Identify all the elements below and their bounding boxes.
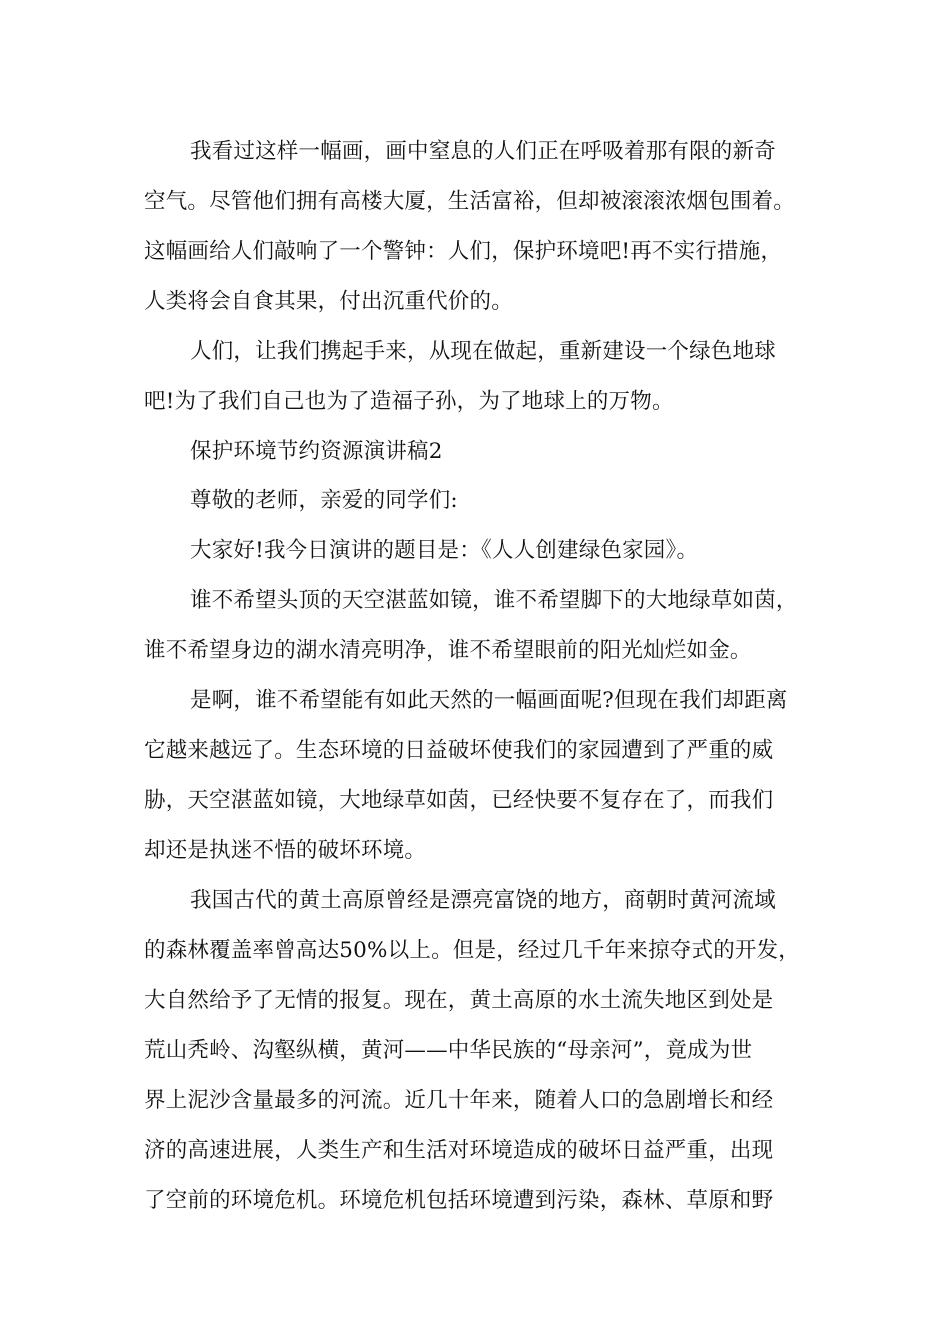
text-line: 我国古代的黄土高原曾经是漂亮富饶的地方，商朝时黄河流域: [190, 888, 776, 913]
salutation: 尊敬的老师，亲爱的同学们:: [190, 488, 458, 513]
text-line: 我看过这样一幅画，画中窒息的人们正在呼吸着那有限的新奇: [190, 139, 776, 164]
section-title: 保护环境节约资源演讲稿2: [190, 439, 443, 464]
text-line: 的森林覆盖率曾高达50%以上。但是，经过几千年来掠夺式的开发，: [144, 938, 800, 963]
text-line: 谁不希望身边的湖水清亮明净，谁不希望眼前的阳光灿烂如金。: [144, 638, 752, 663]
text-line: 大自然给予了无情的报复。现在，黄土高原的水土流失地区到处是: [144, 988, 774, 1013]
text-line: 它越来越远了。生态环境的日益破坏使我们的家园遭到了严重的威: [144, 738, 774, 763]
text-line: 空气。尽管他们拥有高楼大厦，生活富裕，但却被滚滚浓烟包围着。: [144, 189, 796, 214]
text-line: 却还是执迷不悟的破坏环境。: [144, 838, 427, 863]
text-line: 谁不希望头顶的天空湛蓝如镜，谁不希望脚下的大地绿草如茵，: [190, 588, 798, 613]
text-line: 这幅画给人们敲响了一个警钟：人们，保护环境吧!再不实行措施，: [144, 239, 783, 264]
text-line: 济的高速进展，人类生产和生活对环境造成的破坏日益严重，出现: [144, 1138, 774, 1163]
text-line: 界上泥沙含量最多的河流。近几十年来，随着人口的急剧增长和经: [144, 1088, 774, 1113]
text-line: 了空前的环境危机。环境危机包括环境遭到污染，森林、草原和野: [144, 1188, 774, 1213]
text-line: 人们，让我们携起手来，从现在做起，重新建设一个绿色地球: [190, 339, 776, 364]
text-line: 人类将会自食其果，付出沉重代价的。: [144, 289, 513, 314]
text-line: 荒山秃岭、沟壑纵横，黄河——中华民族的“母亲河”，竟成为世: [144, 1038, 753, 1063]
text-line: 是啊，谁不希望能有如此天然的一幅画面呢?但现在我们却距离: [190, 688, 788, 713]
text-line: 吧!为了我们自己也为了造福子孙，为了地球上的万物。: [144, 389, 674, 414]
text-line: 胁，天空湛蓝如镜，大地绿草如茵，已经快要不复存在了，而我们: [144, 788, 774, 813]
text-line: 大家好!我今日演讲的题目是：《人人创建绿色家园》。: [190, 538, 699, 563]
